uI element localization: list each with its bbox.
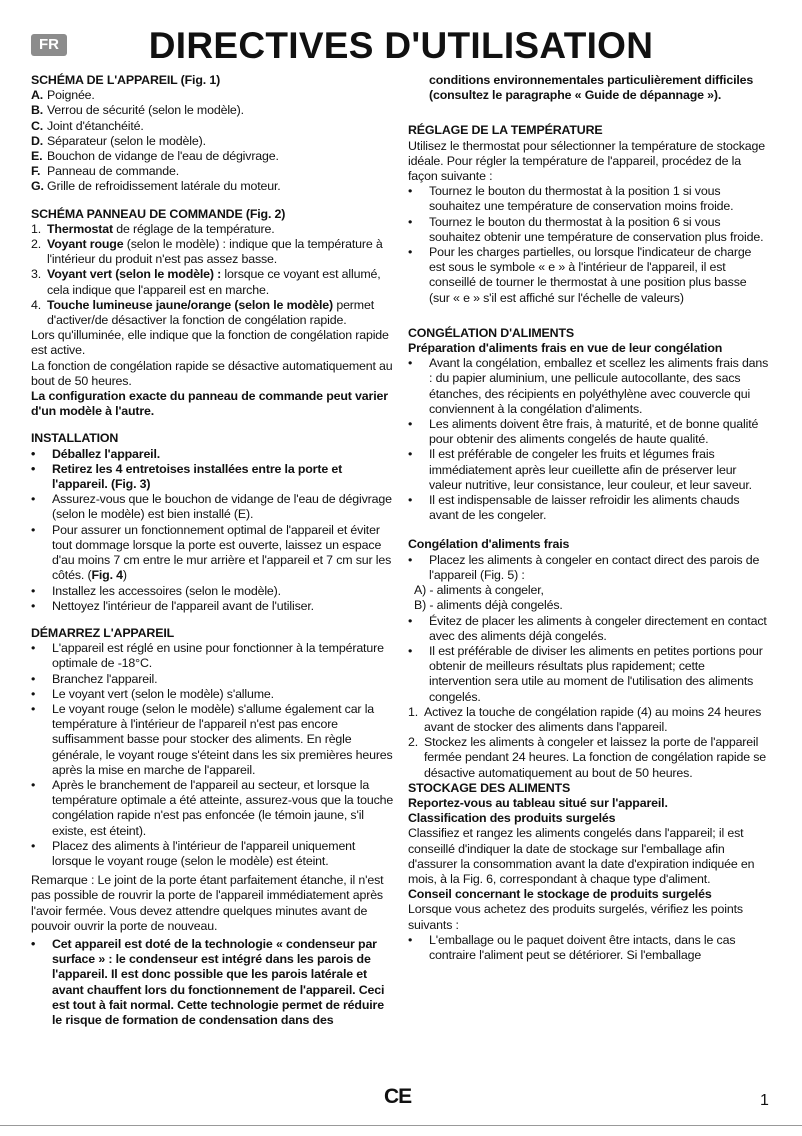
list-item xyxy=(31,672,396,687)
item-text: Nettoyez l'intérieur de l'appareil avant de l'utiliser. xyxy=(52,598,314,613)
paragraph-bold: Classification des produits surgelés xyxy=(408,811,616,826)
list-item xyxy=(408,735,770,781)
list-item xyxy=(31,237,396,267)
paragraph-bold: Reportez-vous au tableau situé sur l'appareil. xyxy=(408,795,668,810)
list-item xyxy=(31,164,396,179)
item-text: permet d'activer/de désactiver la fonction de congélation rapide. xyxy=(47,297,374,328)
sub-item: A) - aliments à congeler, xyxy=(414,583,544,598)
bullet: • xyxy=(31,701,36,716)
list-item xyxy=(31,702,396,778)
item-text: (selon le modèle) : indique que la température à l'intérieur du produit n'est pas assez basse. xyxy=(47,237,383,267)
item-text: Cet appareil est doté de la technologie « condenseur par surface » : le condenseur est intégré dans les parois de l'appareil. Il est donc possible que les parois latérale et avant chauffent lors du fonctionnement de l'appareil. Ceci est tout à fait normal. Cette technologie permet de réduire le risque de formation de condensation dans des xyxy=(52,936,385,1027)
list-item xyxy=(31,267,396,297)
list-item xyxy=(408,644,770,705)
list-item xyxy=(31,839,396,869)
list-marker: 1. xyxy=(408,704,419,719)
list-item xyxy=(31,462,396,492)
item-text: de réglage de la température. xyxy=(112,221,275,236)
bullet: • xyxy=(408,552,413,567)
item-text: Le voyant rouge (selon le modèle) s'allume également car la température à l'intérieur de l'appareil n'est pas encore suffisamment basse pour stocker des aliments. En règle générale, le voyant rouge s'éteint dans les six premières heures après la mise en marche de l'appareil. xyxy=(52,701,393,777)
bullet: • xyxy=(31,446,36,461)
item-text: Séparateur (selon le modèle). xyxy=(47,133,206,148)
list-marker: D. xyxy=(31,133,44,148)
figure-ref: Fig. 4 xyxy=(91,568,123,583)
item-text: Installez les accessoires (selon le modèle). xyxy=(52,583,281,598)
list-item xyxy=(408,215,770,245)
list-item xyxy=(408,184,770,214)
bullet: • xyxy=(408,643,413,658)
bullet: • xyxy=(408,214,413,229)
item-text: Le voyant vert (selon le modèle) s'allume. xyxy=(52,686,274,701)
list-item xyxy=(408,493,770,523)
section-heading-control-panel: SCHÉMA PANNEAU DE COMMANDE (Fig. 2) xyxy=(31,206,286,221)
bullet: • xyxy=(408,184,413,199)
list-item xyxy=(31,492,396,522)
paragraph: Utilisez le thermostat pour sélectionner la température de stockage idéale. Pour régler la température de l'appareil, procédez de la façon suivante : xyxy=(408,138,766,184)
list-item xyxy=(408,356,770,417)
bold-term: Voyant rouge xyxy=(47,237,124,252)
bullet: • xyxy=(31,686,36,701)
item-text: Avant la congélation, emballez et scellez les aliments frais dans : du papier aluminium, une pellicule autocollante, des sacs étanches, des récipients en polyéthylène avec couvercle qui conviennent à la congélation d'aliments. xyxy=(429,356,769,416)
bold-term: Voyant vert (selon le modèle) : xyxy=(47,267,222,282)
item-text: Placez les aliments à congeler en contact direct des parois de l'appareil (Fig. 5) : xyxy=(429,552,760,582)
item-text: Placez des aliments à l'intérieur de l'appareil uniquement lorsque le voyant rouge (selon le modèle) est éteint. xyxy=(52,838,356,868)
item-text: Pour assurer un fonctionnement optimal de l'appareil et éviter tout dommage lorsque la porte est ouverte, laissez un espace d'au moins 7 cm entre le mur arrière et l'appareil et 7 cm sur les côtés. ( xyxy=(52,522,392,583)
appliance-parts-list xyxy=(31,88,396,194)
item-text: Il est préférable de diviser les aliments en petites portions pour obtenir de meilleurs résultats plus rapidement; cette intervention sera utile au moment de l'utilisation des aliments congelés. xyxy=(429,643,763,704)
list-item xyxy=(31,523,396,584)
paragraph: La fonction de congélation rapide se désactive automatiquement au bout de 50 heures. xyxy=(31,358,393,388)
item-text: Il est préférable de congeler les fruits et légumes frais immédiatement après leur cueillette afin de préserver leur valeur nutritive, leur consistance, leur couleur, et leur saveur. xyxy=(429,447,752,492)
bullet: • xyxy=(31,838,36,853)
bullet: • xyxy=(408,613,413,628)
item-text: Tournez le bouton du thermostat à la position 1 si vous souhaitez une température de conservation moins froide. xyxy=(429,184,734,214)
list-item xyxy=(31,134,396,149)
list-marker: G. xyxy=(31,179,44,194)
subheading: Congélation d'aliments frais xyxy=(408,537,570,552)
list-marker: 4. xyxy=(31,297,42,312)
list-marker: A. xyxy=(31,88,44,103)
item-text: lorsque ce voyant est allumé, cela indique que l'appareil est en marche. xyxy=(47,267,381,297)
list-item xyxy=(31,447,396,462)
bullet: • xyxy=(408,245,413,260)
continued-text: conditions environnementales particulièrement difficiles (consultez le paragraphe « Guide de dépannage »). xyxy=(429,73,754,103)
subheading: Conseil concernant le stockage de produits surgelés xyxy=(408,887,712,902)
item-text: Activez la touche de congélation rapide (4) au moins 24 heures avant de stocker des aliments dans l'appareil. xyxy=(424,704,762,734)
list-item xyxy=(31,222,396,237)
section-heading-start: DÉMARREZ L'APPAREIL xyxy=(31,625,175,640)
list-item xyxy=(31,103,396,118)
section-heading-installation: INSTALLATION xyxy=(31,431,119,446)
list-item xyxy=(31,687,396,702)
item-text: Déballez l'appareil. xyxy=(52,446,161,461)
bullet: • xyxy=(408,417,413,432)
list-item xyxy=(31,937,396,1028)
bullet: • xyxy=(31,777,36,792)
list-marker: E. xyxy=(31,149,43,164)
bullet: • xyxy=(31,641,36,656)
item-text: Panneau de commande. xyxy=(47,164,180,179)
item-text: Joint d'étanchéité. xyxy=(47,118,144,133)
paragraph: Lors qu'illuminée, elle indique que la fonction de congélation rapide est active. xyxy=(31,328,389,358)
item-text: Évitez de placer les aliments à congeler directement en contact avec des aliments déjà congelés. xyxy=(429,613,767,643)
list-item xyxy=(408,447,770,493)
item-text: Pour les charges partielles, ou lorsque l'indicateur de charge est sous le symbole « e » à l'intérieur de l'appareil, il est conseillé de tourner le thermostat à une position plus basse (sur « e » s'il est affiché sur l'échelle de valeurs) xyxy=(429,245,752,305)
section-heading-temperature: RÉGLAGE DE LA TEMPÉRATURE xyxy=(408,123,603,138)
list-marker: 3. xyxy=(31,267,42,282)
list-marker: F. xyxy=(31,164,41,179)
item-text: Grille de refroidissement latérale du moteur. xyxy=(47,179,281,194)
item-text: Verrou de sécurité (selon le modèle). xyxy=(47,103,244,118)
item-text: Branchez l'appareil. xyxy=(52,671,158,686)
list-item xyxy=(31,88,396,103)
list-item xyxy=(31,778,396,839)
ce-mark-logo: CE xyxy=(384,1085,412,1108)
item-text: ) xyxy=(122,568,127,583)
footer-divider xyxy=(0,1125,802,1126)
page-title: DIRECTIVES D'UTILISATION xyxy=(148,25,654,66)
list-item xyxy=(408,245,770,306)
item-text: Assurez-vous que le bouchon de vidange de l'eau de dégivrage (selon le modèle) est bien installé (E). xyxy=(52,492,392,522)
list-item xyxy=(31,599,396,614)
list-item xyxy=(31,584,396,599)
item-text: L'appareil est réglé en usine pour fonctionner à la température optimale de -18°C. xyxy=(52,641,384,671)
sub-item: B) - aliments déjà congelés. xyxy=(414,598,563,613)
bold-term: Touche lumineuse jaune/orange (selon le modèle) xyxy=(47,297,334,312)
bullet: • xyxy=(408,493,413,508)
section-heading-appliance-diagram: SCHÉMA DE L'APPAREIL (Fig. 1) xyxy=(31,73,221,87)
item-text: Il est indispensable de laisser refroidir les aliments chauds avant de les congeler. xyxy=(429,493,740,523)
list-item xyxy=(408,933,770,963)
list-marker: 2. xyxy=(408,735,419,750)
list-item xyxy=(408,614,770,644)
item-text: L'emballage ou le paquet doivent être intacts, dans le cas contraire l'aliment peut se détériorer. Si l'emballage xyxy=(429,932,736,962)
remark-paragraph: Remarque : Le joint de la porte étant parfaitement étanche, il n'est pas possible de rouvrir la porte de l'appareil immédiatement après l'avoir fermée. Vous devez attendre quelques minutes avant de pouvoir ouvrir la porte de nouveau. xyxy=(31,873,384,933)
list-marker: 2. xyxy=(31,237,42,252)
bullet: • xyxy=(31,598,36,613)
list-item xyxy=(408,417,770,447)
bullet: • xyxy=(31,522,36,537)
list-item xyxy=(408,705,770,735)
bullet: • xyxy=(408,356,413,371)
bullet: • xyxy=(31,492,36,507)
list-marker: B. xyxy=(31,103,44,118)
list-marker: 1. xyxy=(31,221,42,236)
item-text: Bouchon de vidange de l'eau de dégivrage. xyxy=(47,149,279,164)
bullet: • xyxy=(31,936,36,951)
subheading: Préparation d'aliments frais en vue de leur congélation xyxy=(408,341,723,356)
list-item xyxy=(31,179,396,194)
list-item xyxy=(31,298,396,328)
paragraph-bold: La configuration exacte du panneau de commande peut varier d'un modèle à l'autre. xyxy=(31,389,388,419)
list-item xyxy=(31,641,396,671)
bullet: • xyxy=(408,447,413,462)
page-number: 1 xyxy=(760,1092,769,1109)
language-badge: FR xyxy=(31,34,67,56)
list-item xyxy=(408,553,770,583)
left-column xyxy=(31,73,396,1028)
item-text: Après le branchement de l'appareil au secteur, et lorsque la température optimale a été atteinte, assurez-vous que la touche congélation rapide n'est pas enfoncée (le témoin jaune, s'il existe, est éteint). xyxy=(52,777,394,838)
bullet: • xyxy=(31,583,36,598)
list-item xyxy=(31,149,396,164)
bullet: • xyxy=(408,932,413,947)
bold-term: Thermostat xyxy=(47,221,113,236)
section-heading-storage: STOCKAGE DES ALIMENTS xyxy=(408,780,571,795)
section-heading-freezing: CONGÉLATION D'ALIMENTS xyxy=(408,325,574,340)
item-text: Tournez le bouton du thermostat à la position 6 si vous souhaitez obtenir une température de conservation plus froide. xyxy=(429,214,764,244)
item-text: Les aliments doivent être frais, à maturité, et de bonne qualité pour obtenir des aliments congelés de haute qualité. xyxy=(429,417,759,447)
bullet: • xyxy=(31,671,36,686)
paragraph: Lorsque vous achetez des produits surgelés, vérifiez les points suivants : xyxy=(408,902,743,932)
paragraph: Classifiez et rangez les aliments congelés dans l'appareil; il est conseillé d'indiquer la date de stockage sur l'emballage afin d'assurer la consommation avant la date d'expiration indiquée en mois, à la Fig. 6, correspondant à chaque type d'aliment. xyxy=(408,826,755,886)
list-marker: C. xyxy=(31,118,44,133)
list-item xyxy=(31,119,396,134)
bullet: • xyxy=(31,461,36,476)
right-column xyxy=(408,73,770,963)
item-text: Poignée. xyxy=(47,88,95,103)
item-text: Stockez les aliments à congeler et laissez la porte de l'appareil fermée pendant 24 heures. La fonction de congélation rapide se désactive automatiquement au bout de 50 heures. xyxy=(424,735,767,780)
item-text: Retirez les 4 entretoises installées entre la porte et l'appareil. (Fig. 3) xyxy=(52,461,343,492)
